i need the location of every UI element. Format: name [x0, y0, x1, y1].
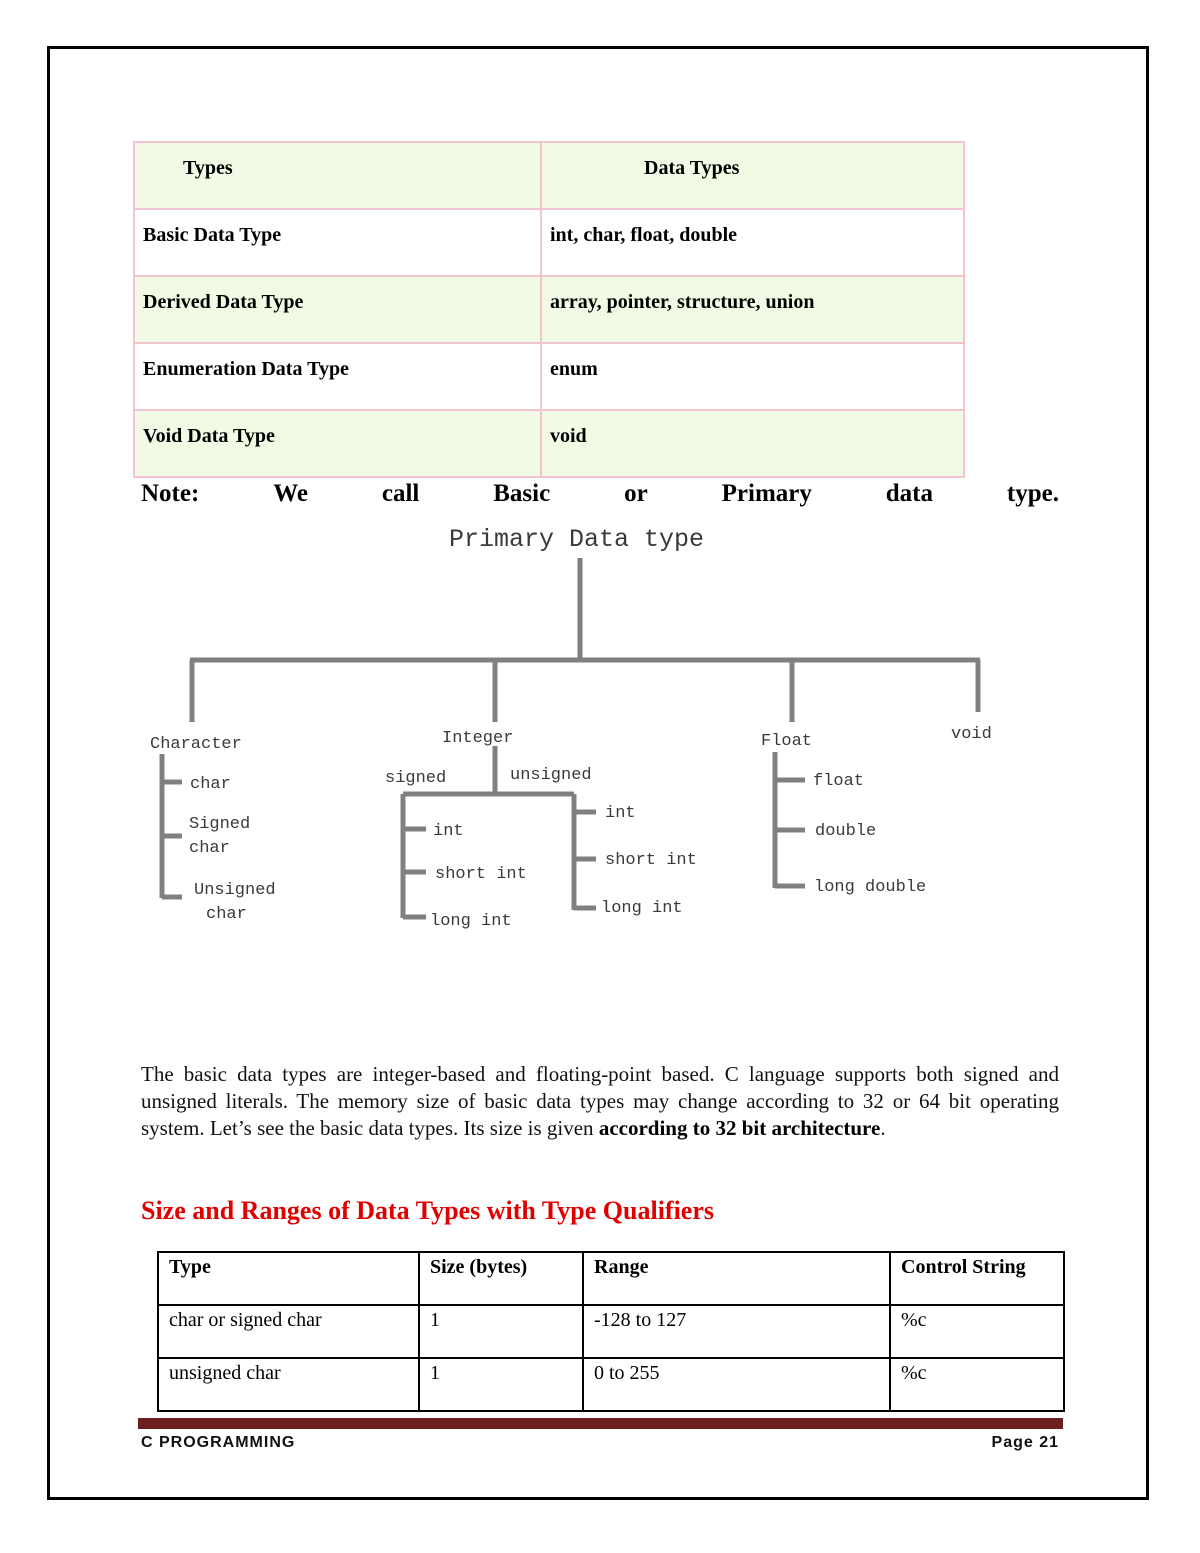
- header-control: Control String: [890, 1252, 1064, 1305]
- unsigned-item: long int: [601, 899, 683, 918]
- row-type: Basic Data Type: [134, 209, 541, 276]
- header-range: Range: [583, 1252, 890, 1305]
- character-item: Unsigned: [194, 881, 276, 900]
- note-word: Primary: [721, 480, 812, 507]
- body-paragraph: [141, 1061, 1059, 1142]
- row-type: Void Data Type: [134, 410, 541, 477]
- cell-type: char or signed char: [158, 1305, 419, 1358]
- note-word: or: [624, 480, 648, 507]
- note-word: Basic: [493, 480, 551, 507]
- float-item: long double: [814, 878, 927, 897]
- cell-control: %c: [890, 1305, 1064, 1358]
- cell-range: -128 to 127: [583, 1305, 890, 1358]
- note-word: data: [885, 480, 933, 507]
- signed-label: signed: [385, 769, 447, 788]
- float-label: Float: [761, 732, 813, 751]
- header-data-types: Data Types: [541, 142, 964, 209]
- paragraph-bold: according to 32 bit architecture: [598, 1116, 881, 1140]
- paragraph-end: .: [880, 1116, 886, 1140]
- note-word: Note:: [141, 480, 200, 507]
- table-row: [158, 1305, 1064, 1358]
- header-size: Size (bytes): [419, 1252, 583, 1305]
- footer-bar: [138, 1418, 1063, 1429]
- header-types: Types: [134, 142, 541, 209]
- float-item: float: [813, 772, 865, 791]
- paragraph-text: The basic data types are integer-based and floating-point based. C language supports both signed and unsigned literals. The memory size of basic data types may change according to 32 or 64 bit operating system. Let’s see the basic data types. Its size is given: [141, 1062, 1059, 1140]
- character-item: char: [190, 775, 231, 794]
- footer-title: C PROGRAMMING: [141, 1434, 296, 1451]
- unsigned-item: int: [605, 804, 636, 823]
- cell-size: 1: [419, 1305, 583, 1358]
- void-label: void: [951, 725, 992, 744]
- row-values: array, pointer, structure, union: [541, 276, 964, 343]
- cell-control: %c: [890, 1358, 1064, 1411]
- row-type: Derived Data Type: [134, 276, 541, 343]
- character-item: char: [189, 839, 230, 858]
- character-item: Signed: [189, 815, 251, 834]
- integer-label: Integer: [442, 729, 514, 748]
- signed-item: short int: [435, 865, 527, 884]
- character-item: char: [206, 905, 247, 924]
- signed-item: int: [433, 822, 464, 841]
- section-heading: Size and Ranges of Data Types with Type Qualifiers: [141, 1196, 715, 1225]
- row-values: void: [541, 410, 964, 477]
- note-word: call: [381, 480, 420, 507]
- note-word: We: [273, 480, 308, 507]
- character-label: Character: [150, 735, 242, 754]
- float-item: double: [815, 822, 877, 841]
- table-row: [158, 1358, 1064, 1411]
- signed-item: long int: [430, 912, 512, 931]
- header-type: Type: [158, 1252, 419, 1305]
- unsigned-label: unsigned: [510, 766, 592, 785]
- cell-size: 1: [419, 1358, 583, 1411]
- cell-type: unsigned char: [158, 1358, 419, 1411]
- note-word: type.: [1006, 480, 1059, 507]
- sizes-table: [157, 1251, 1065, 1412]
- table-header-row: [158, 1252, 1064, 1305]
- diagram-root-label: Primary Data type: [449, 525, 705, 554]
- row-values: enum: [541, 343, 964, 410]
- row-type: Enumeration Data Type: [134, 343, 541, 410]
- unsigned-item: short int: [605, 851, 697, 870]
- page-number: Page 21: [991, 1434, 1059, 1451]
- cell-range: 0 to 255: [583, 1358, 890, 1411]
- row-values: int, char, float, double: [541, 209, 964, 276]
